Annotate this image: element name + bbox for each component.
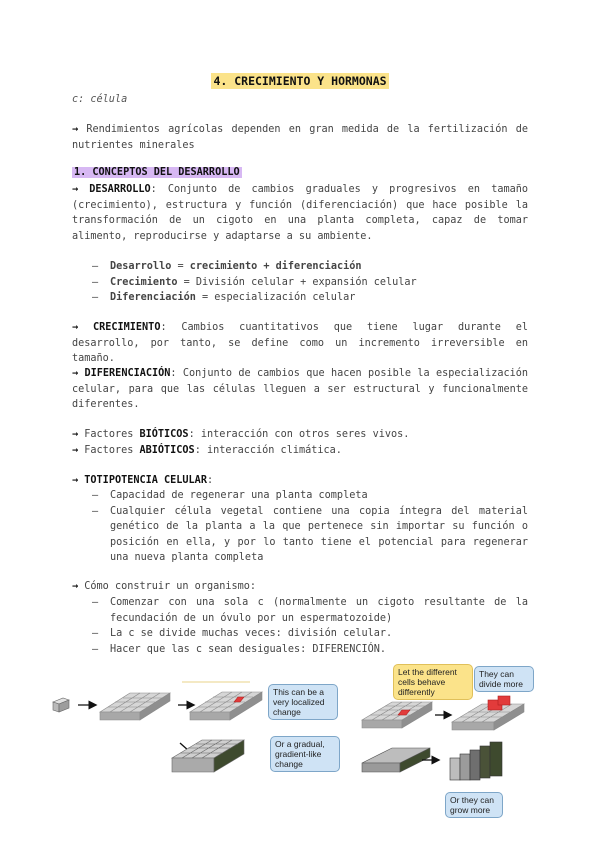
cell-grid-localized (190, 692, 262, 720)
callout-divide: They can divide more (474, 666, 534, 692)
desarrollo-text: : Conjunto de cambios graduales y progresivos en tamaño (crecimiento), estructura y función (diferenciación) que hace posible la transformación de un cigoto en una planta completa, capaz de tomar alimento, reproducirse y adaptarse a su ambiente. (72, 184, 528, 242)
arrow-icon: → (72, 368, 79, 379)
list-item: – Comenzar con una sola c (normalmente un cigoto resultante de la fecundación de un óvulo por un espermatozoide) (92, 595, 528, 626)
arrow-icon: → (72, 322, 79, 333)
cell-grid-uniform (100, 693, 170, 720)
totipotencia-list (92, 488, 528, 566)
callout-grow: Or they can grow more (445, 792, 503, 818)
intro-paragraph (72, 122, 528, 153)
cell-grid-right-3 (362, 748, 430, 772)
page-title (0, 74, 600, 88)
arrow-icon: → (72, 184, 79, 195)
list-item: – Capacidad de regenerar una planta completa (92, 488, 528, 504)
list-item: – Crecimiento = División celular + expansión celular (92, 275, 528, 291)
arrow-icon: → (72, 124, 79, 135)
cell-differentiation-figure (0, 660, 600, 830)
diferenciacion-paragraph: → DIFERENCIACIÓN: Conjunto de cambios que hacen posible la especialización celular, para que las células lleguen a ser estructural y funcionalmente diferentes. (72, 368, 528, 410)
organismo-list (92, 595, 528, 657)
callout-localized: This can be a very localized change (268, 684, 338, 720)
cell-grid-right-4 (450, 742, 502, 780)
arrow-icon: → (72, 444, 79, 456)
list-item: – Hacer que las c sean desiguales: DIFERENCIÓN. (92, 642, 528, 658)
arrow-icon: → (72, 429, 79, 440)
arrow-icon: → (72, 475, 79, 486)
single-cell-icon (53, 698, 69, 712)
factor-bioticos: → Factores BIÓTICOS: interacción con otros seres vivos. (72, 429, 410, 440)
factores-list (72, 427, 528, 458)
intro-text: Rendimientos agrícolas dependen en gran medida de la fertilización de nutrientes minerales (72, 124, 528, 151)
section-heading (72, 167, 242, 178)
section-heading-text: 1. CONCEPTOS DEL DESARROLLO (74, 167, 240, 178)
crecimiento-paragraph: → CRECIMIENTO: Cambios cuantitativos que tiene lugar durante el desarrollo, por tanto, se define como un incremento irreversible en tamaño. (72, 322, 529, 364)
definition-list (92, 259, 528, 306)
desarrollo-paragraph (72, 182, 528, 244)
desarrollo-term: DESARROLLO (89, 184, 151, 195)
callout-gradient: Or a gradual, gradient-like change (270, 736, 340, 772)
list-item: – Diferenciación = especialización celular (92, 290, 528, 306)
cell-grid-right-2 (452, 696, 524, 730)
list-item: – Desarrollo = crecimiento + diferenciación (92, 259, 528, 275)
callout-behave: Let the different cells behave differently (393, 664, 473, 700)
totipotencia-heading: → TOTIPOTENCIA CELULAR: (72, 475, 214, 486)
organismo-heading: → Cómo construir un organismo: (72, 581, 257, 592)
list-item: – La c se divide muchas veces: división celular. (92, 626, 528, 642)
arrow-icon: → (72, 581, 79, 592)
factor-abioticos: → Factores ABIÓTICOS: interacción climática. (72, 444, 342, 456)
subtitle: c: célula (72, 94, 128, 105)
cell-grid-right-1 (362, 702, 432, 728)
list-item: – Cualquier célula vegetal contiene una copia íntegra del material genético de la planta a la que pertenece sin importar su función o posición en ella, y por lo tanto tiene el potencial para regenerar una nueva planta completa (92, 504, 528, 566)
title-text: 4. CRECIMIENTO Y HORMONAS (213, 74, 387, 88)
